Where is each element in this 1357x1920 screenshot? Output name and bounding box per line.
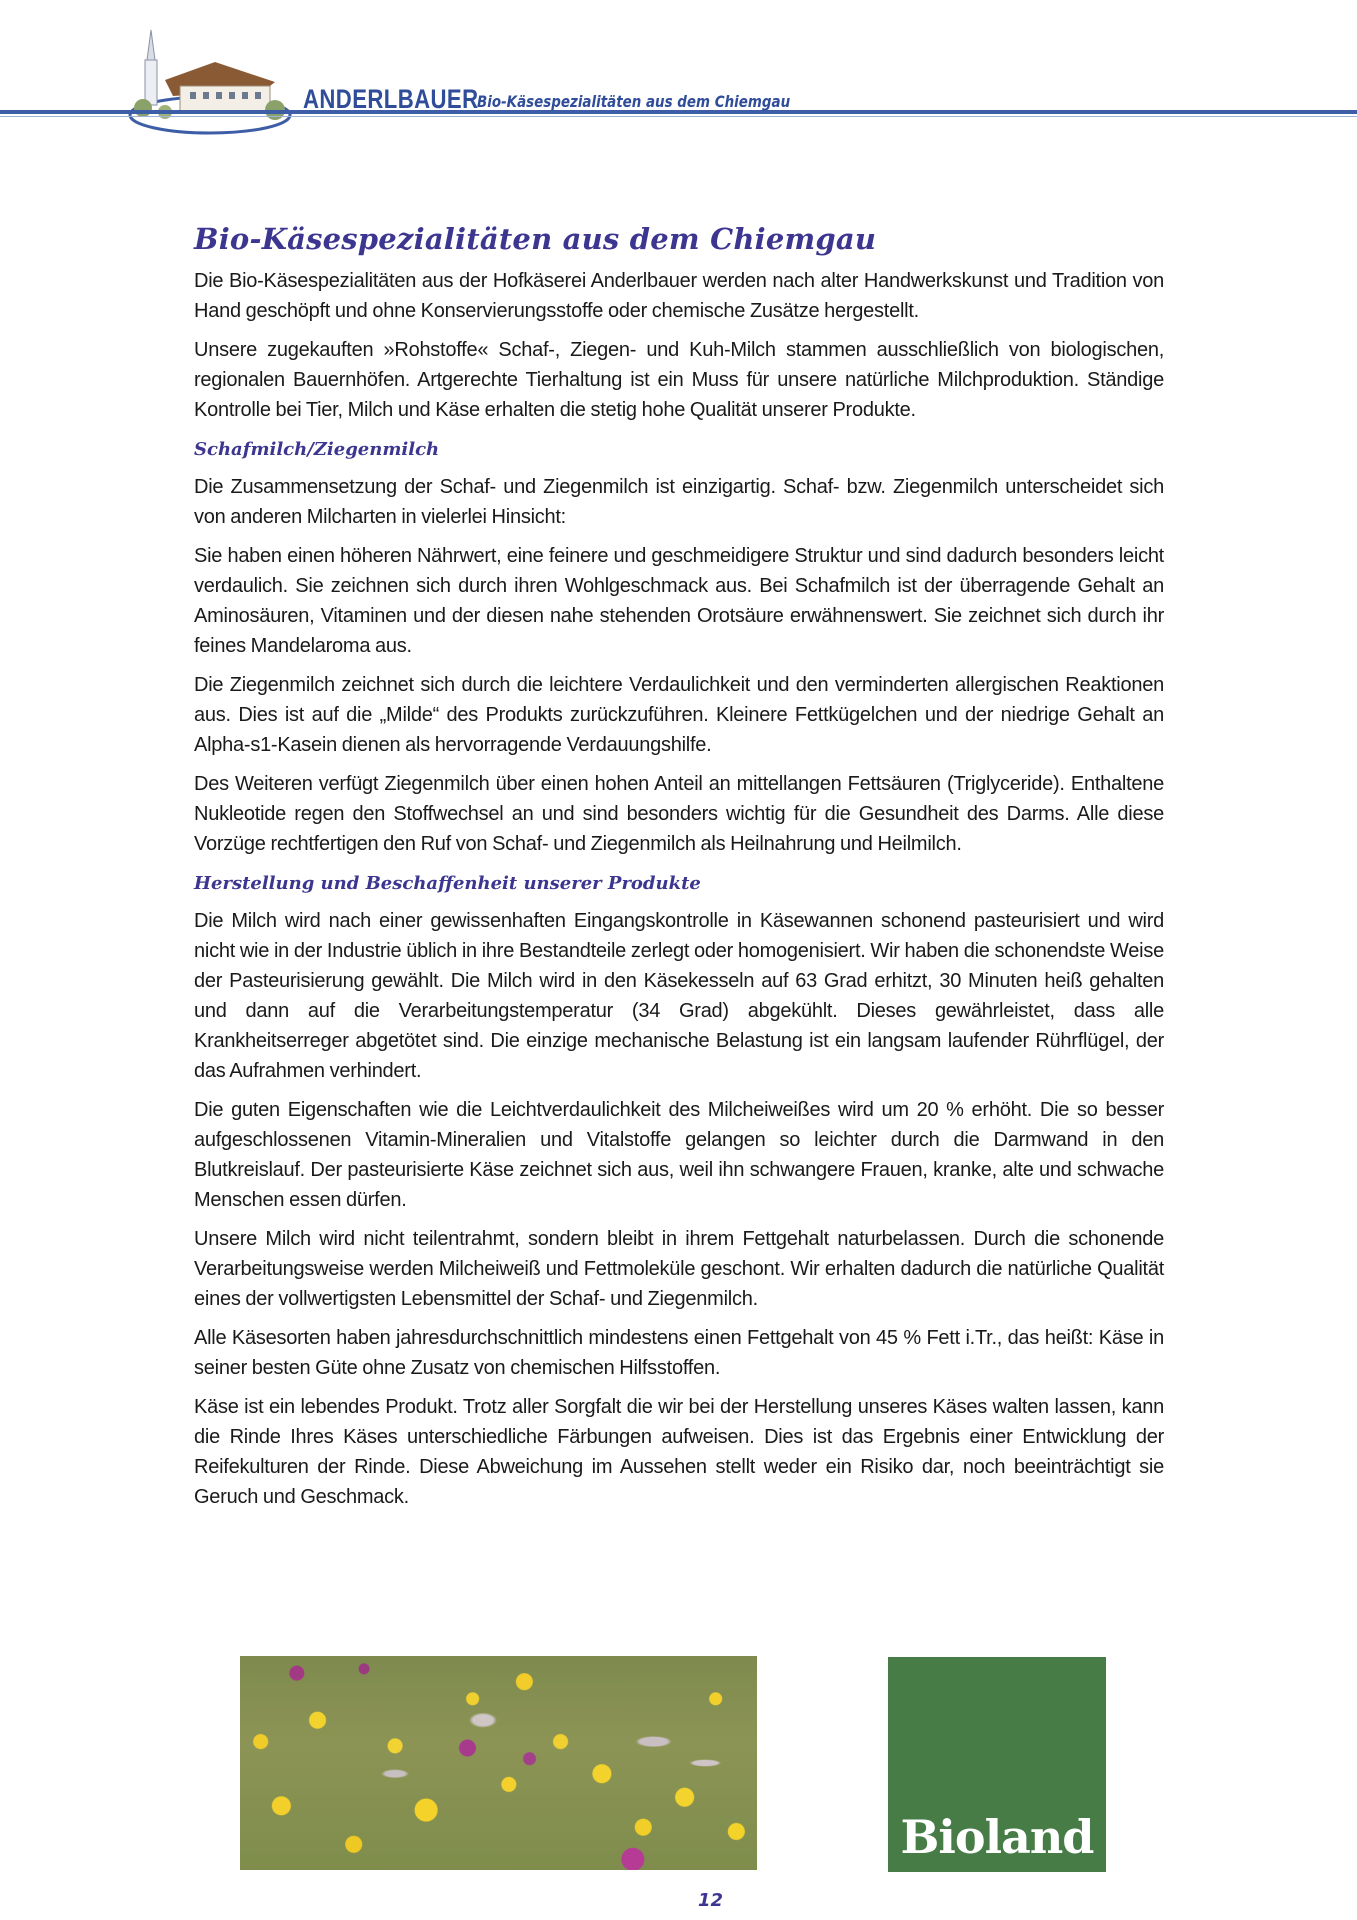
section-paragraph: Sie haben einen höheren Nährwert, eine feinere und geschmeidigere Struktur und sind dadurch besonders leicht verdaulich. Sie zeichnen sich durch ihren Wohlgeschmack aus. Bei Schafmilch ist der überragende Gehalt an Aminosäuren, Vitaminen und der diesen nahe stehenden Orotsäure erwähnenswert. Sie zeichnet sich durch ihr feines Mandelaroma aus. bbox=[194, 545, 1164, 657]
farmhouse-logo-icon bbox=[125, 20, 295, 135]
article bbox=[194, 222, 1164, 1521]
section-paragraph: Die Milch wird nach einer gewissenhaften Eingangskontrolle in Käsewannen schonend pasteurisiert und wird nicht wie in der Industrie üblich in ihre Bestandteile zerlegt oder homogenisiert. Wir haben die schonendste Weise der Pasteurisierung gewählt. Die Milch wird in den Käsekesseln auf 63 Grad erhitzt, 30 Minuten heiß gehalten und dann auf die Verarbeitungstemperatur (34 Grad) abgekühlt. Dieses gewährleistet, dass alle Krankheitserreger abgetötet sind. Die einzige mechanische Belastung ist ein langsam laufender Rührflügel, der das Aufrahmen verhindert. bbox=[194, 910, 1164, 1082]
bioland-logo bbox=[888, 1657, 1106, 1872]
section-heading-schafmilch: Schafmilch/Ziegenmilch bbox=[194, 439, 440, 460]
section-paragraph: Unsere Milch wird nicht teilentrahmt, sondern bleibt in ihrem Fettgehalt naturbelassen. Durch die schonende Verarbeitungsweise werden Milcheiweiß und Fettmoleküle geschont. Wir erhalten dadurch die natürliche Qualität eines der vollwertigsten Lebensmittel der Schaf- und Ziegenmilch. bbox=[194, 1228, 1164, 1310]
section-paragraph: Käse ist ein lebendes Produkt. Trotz aller Sorgfalt die wir bei der Herstellung unseres Käses walten lassen, kann die Rinde Ihres Käses unterschiedliche Färbungen aufweisen. Dies ist das Ergebnis einer Entwicklung der Reifekulturen der Rinde. Diese Abweichung im Aussehen stellt weder ein Risiko dar, noch beeinträchtigt sie Geruch und Geschmack. bbox=[194, 1396, 1164, 1508]
page-number: 12 bbox=[698, 1890, 724, 1911]
section-paragraph: Des Weiteren verfügt Ziegenmilch über einen hohen Anteil an mittellangen Fettsäuren (Triglyceride). Enthaltene Nukleotide regen den Stoffwechsel an und sind besonders wichtig für die Gesundheit des Darms. Alle diese Vorzüge rechtfertigen den Ruf von Schaf- und Ziegenmilch als Heilnahrung und Heilmilch. bbox=[194, 773, 1164, 855]
section-paragraph: Die Ziegenmilch zeichnet sich durch die leichtere Verdaulichkeit und den verminderten allergischen Reaktionen aus. Dies ist auf die „Milde“ des Produkts zurückzuführen. Kleinere Fettkügelchen und der niedrige Gehalt an Alpha-s1-Kasein dienen als hervorragende Verdauungshilfe. bbox=[194, 674, 1164, 756]
section-paragraph: Alle Käsesorten haben jahresdurchschnittlich mindestens einen Fettgehalt von 45 % Fett i.Tr., das heißt: Käse in seiner besten Güte ohne Zusatz von chemischen Hilfsstoffen. bbox=[194, 1327, 1164, 1379]
brand-name: ANDERLBAUER bbox=[303, 84, 479, 114]
header-rule-thin bbox=[0, 116, 1357, 117]
page-header bbox=[0, 0, 1357, 140]
wildflower-meadow-image bbox=[240, 1656, 757, 1870]
intro-paragraph: Unsere zugekauften »Rohstoffe« Schaf-, Ziegen- und Kuh-Milch stammen ausschließlich von biologischen, regionalen Bauernhöfen. Artgerechte Tierhaltung ist ein Muss für unsere natürliche Milchproduktion. Ständige Kontrolle bei Tier, Milch und Käse erhalten die stetig hohe Qualität unserer Produkte. bbox=[194, 339, 1164, 421]
page-title: Bio-Käsespezialitäten aus dem Chiemgau bbox=[194, 222, 877, 256]
intro-paragraph: Die Bio-Käsespezialitäten aus der Hofkäserei Anderlbauer werden nach alter Handwerkskunst und Tradition von Hand geschöpft und ohne Konservierungsstoffe oder chemische Zusätze hergestellt. bbox=[194, 270, 1164, 322]
section-paragraph: Die guten Eigenschaften wie die Leichtverdaulichkeit des Milcheiweißes wird um 20 % erhöht. Die so besser aufgeschlossenen Vitamin-Mineralien und Vitalstoffe gelangen so leichter durch die Darmwand in den Blutkreislauf. Der pasteurisierte Käse zeichnet sich aus, weil ihn schwangere Frauen, kranke, alte und schwache Menschen essen dürfen. bbox=[194, 1099, 1164, 1211]
section-heading-herstellung: Herstellung und Beschaffenheit unserer Produkte bbox=[194, 873, 701, 894]
bioland-logo-text: Bioland bbox=[900, 1810, 1094, 1864]
section-paragraph: Die Zusammensetzung der Schaf- und Ziegenmilch ist einzigartig. Schaf- bzw. Ziegenmilch unterscheidet sich von anderen Milcharten in vielerlei Hinsicht: bbox=[194, 476, 1164, 528]
brand-tagline: Bio-Käsespezialitäten aus dem Chiemgau bbox=[477, 92, 791, 111]
